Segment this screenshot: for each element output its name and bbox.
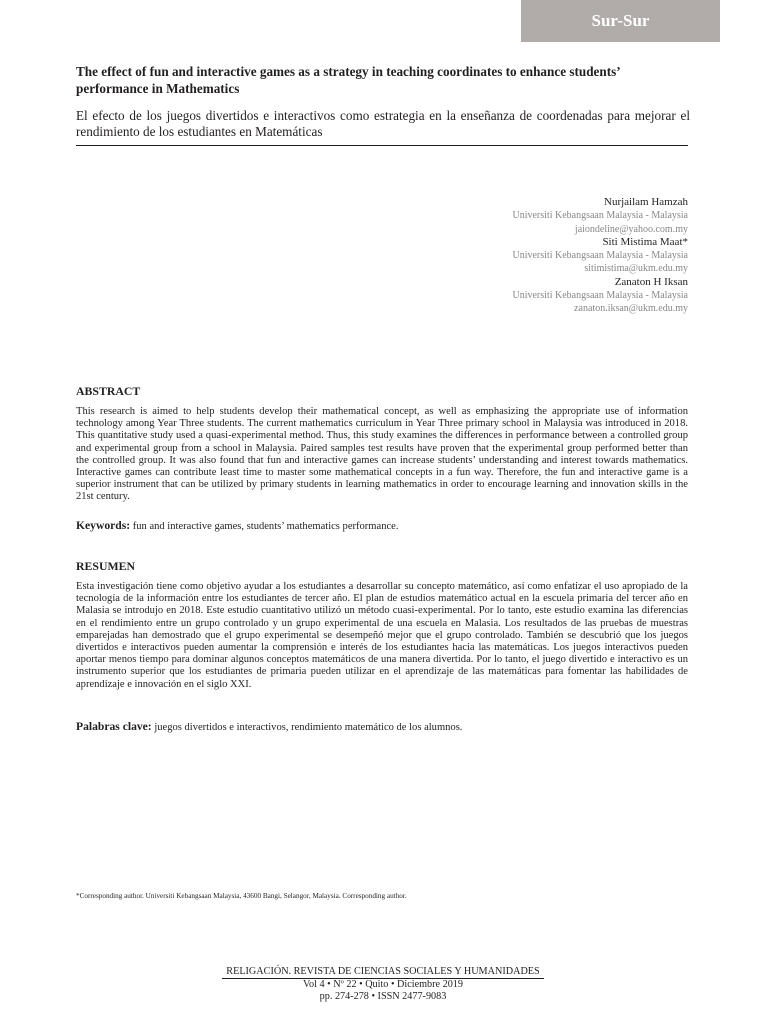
author-block — [288, 196, 688, 316]
palabras-clave-label: Palabras clave: — [76, 720, 152, 733]
abstract-text: This research is aimed to help students develop their mathematical concept, as well as emphasizing the appropriate use of information technology among Year Three students. The current mathematics curriculum in Year Three primary school in Malaysia was introduced in 2018. This quantitative study used a quasi-experimental method. Thus, this study examines the differences in performance between a controlled group and experimental group from a school in Malaysia. Paired samples test results have proven that the experimental group performed better than the controlled group. It was also found that fun and interactive games can increase students’ understanding and interest towards mathematics. Interactive games can contribute least time to master some mathematical concepts in a fun way. Therefore, the fun and interactive game is a superior instrument that can be utilized by primary students in learning mathematics in order to encourage learning and innovation skills in the 21st century. — [76, 406, 688, 503]
author-affiliation: Universiti Kebangsaan Malaysia - Malaysia — [512, 250, 688, 262]
title-english: The effect of fun and interactive games as a strategy in teaching coordinates to enhance students’ performance in Mathematics — [76, 64, 620, 96]
title-divider — [76, 145, 688, 146]
corresponding-author-footnote: *Corresponding author. Universiti Kebangsaan Malaysia, 43600 Bangi, Selangor, Malaysia. Corresponding author. — [76, 892, 407, 900]
author-email[interactable]: sitimistima@ukm.edu.my — [584, 263, 688, 275]
journal-issue: Vol 4 • Nº 22 • Quito • Diciembre 2019 — [303, 979, 463, 990]
author-email[interactable]: zanaton.iksan@ukm.edu.my — [574, 303, 688, 315]
journal-pages: pp. 274-278 • ISSN 2477-9083 — [319, 991, 447, 1002]
author-email[interactable]: jaiondeline@yahoo.com.my — [574, 223, 688, 235]
keywords-label: Keywords: — [76, 519, 131, 532]
author-name: Nurjailam Hamzah — [604, 196, 688, 208]
title-spanish: El efecto de los juegos divertidos e interactivos como estrategia en la enseñanza de coordenadas para mejorar el rendimiento de los estudiantes en Matemáticas — [76, 108, 690, 139]
abstract-heading: ABSTRACT — [76, 384, 141, 398]
author-name: Siti Mistima Maat* — [602, 235, 688, 248]
journal-name: RELIGACIÓN. REVISTA DE CIENCIAS SOCIALES Y HUMANIDADES — [222, 966, 544, 979]
section-tab — [521, 0, 720, 42]
journal-footer — [222, 966, 544, 1003]
section-tab-label: Sur-Sur — [591, 11, 650, 30]
keywords-text: fun and interactive games, students’ mathematics performance. — [132, 521, 399, 532]
author-name: Zanaton H Iksan — [614, 275, 688, 288]
resumen-heading: RESUMEN — [76, 559, 135, 573]
palabras-clave-text: juegos divertidos e interactivos, rendimiento matemático de los alumnos. — [154, 722, 463, 733]
author-affiliation: Universiti Kebangsaan Malaysia - Malaysia — [512, 290, 688, 302]
author-affiliation: Universiti Kebangsaan Malaysia - Malaysia — [512, 210, 688, 222]
resumen-text: Esta investigación tiene como objetivo ayudar a los estudiantes a desarrollar su concepto matemático, así como enfatizar el uso apropiado de la tecnología de la información entre los estudiantes de tercer año. El plan de estudios matemático actual en la escuela primaria del tercer año en Malasia se introdujo en 2018. Este estudio cuantitativo utilizó un método cuasi-experimental. Por lo tanto, este estudio examina las diferencias en el rendimiento entre un grupo controlado y un grupo experimental de una escuela en Malasia. Los resultados de las pruebas de muestras emparejadas han demostrado que el grupo experimental se desempeñó mejor que el grupo controlado. También se descubrió que los juegos divertidos e interactivos pueden aumentar la comprensión e interés de los estudiantes hacia las matemáticas. Los juegos interactivos pueden aportar menos tiempo para dominar algunos conceptos matemáticos de una manera divertida. Por lo tanto, el juego divertido e interactivo es un instrumento superior que los estudiantes de primaria pueden utilizar en el aprendizaje de las matemáticas para fomentar las habilidades de aprendizaje e innovación en el siglo XXI. — [76, 581, 688, 690]
abstract-keywords — [76, 519, 688, 532]
resumen-keywords — [76, 720, 688, 733]
